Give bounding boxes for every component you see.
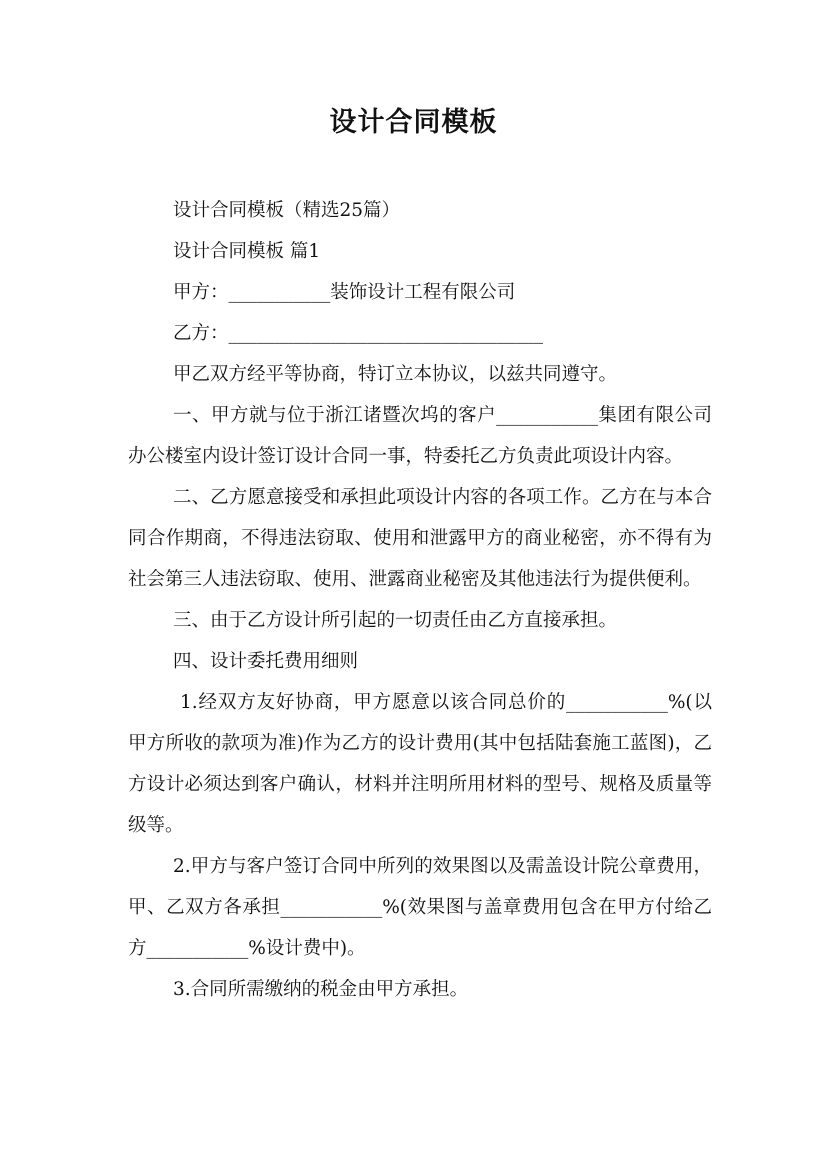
- clause-2: 二、乙方愿意接受和承担此项设计内容的各项工作。乙方在与本合同合作期商，不得违法窃取、使用和泄露甲方的商业秘密，亦不得有为社会第三人违法窃取、使用、泄露商业秘密及其他违法行为提供便利。: [128, 487, 712, 590]
- subtitle-paragraph: 设计合同模板（精选25篇）: [173, 200, 401, 221]
- party-a-line: 甲方：___________装饰设计工程有限公司: [173, 282, 516, 303]
- clause-3: 三、由于乙方设计所引起的一切责任由乙方直接承担。: [173, 610, 618, 631]
- document-body: [128, 190, 712, 1010]
- section-heading: 设计合同模板 篇1: [173, 241, 321, 262]
- agreement-intro: 甲乙双方经平等协商，特订立本协议，以兹共同遵守。: [173, 364, 618, 385]
- clause-1: 一、甲方就与位于浙江诸暨次坞的客户___________集团有限公司办公楼室内设计签订设计合同一事，特委托乙方负责此项设计内容。: [128, 405, 712, 467]
- fee-item-1: 1.经双方友好协商，甲方愿意以该合同总价的___________%(以甲方所收的款项为准)作为乙方的设计费用(其中包括陆套施工蓝图)，乙方设计必须达到客户确认，材料并注明所用材料的型号、规格及质量等级等。: [128, 692, 712, 836]
- document-title: 设计合同模板: [329, 107, 498, 138]
- party-b-line: 乙方：__________________________________: [173, 323, 544, 344]
- clause-4-heading: 四、设计委托费用细则: [173, 651, 359, 672]
- fee-item-2: 2.甲方与客户签订合同中所列的效果图以及需盖设计院公章费用，甲、乙双方各承担___________%(效果图与盖章费用包含在甲方付给乙方___________%设计费中)。: [128, 856, 712, 959]
- fee-item-3: 3.合同所需缴纳的税金由甲方承担。: [173, 979, 469, 1000]
